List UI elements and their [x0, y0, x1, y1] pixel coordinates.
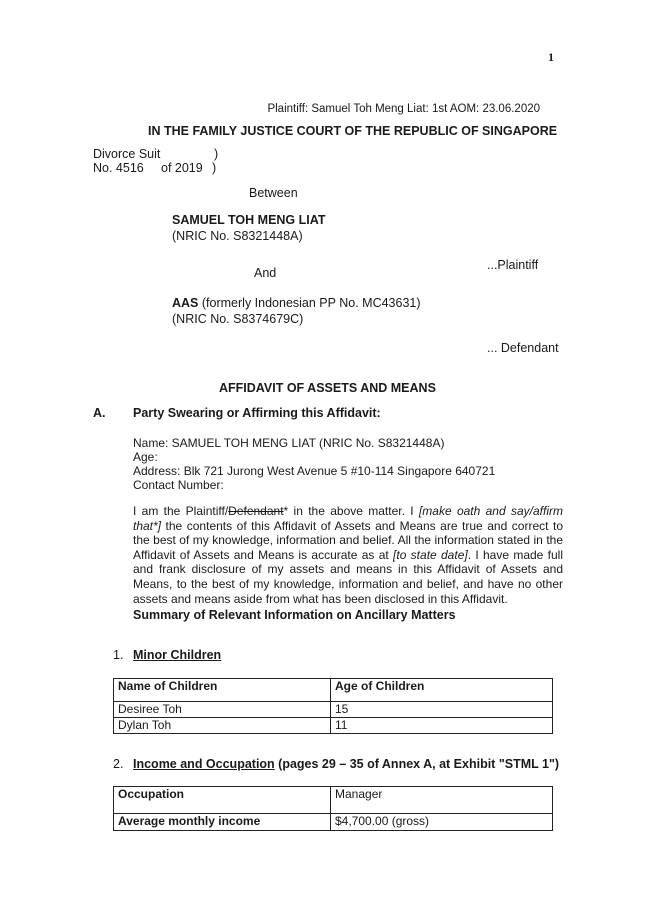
declaration-part-4: . I have made full and frank disclosure of my assets and means in this Affidavit of Assets and Means, to the best of my knowledge, information and belief, and have no other assets and means aside from what has been disclosed in this Affidavit.: [133, 547, 563, 606]
income-value: $4,700.00 (gross): [331, 814, 553, 831]
occupation-value: Manager: [331, 787, 553, 814]
section-a-letter: A.: [93, 406, 106, 420]
suit-bracket-1: ): [214, 147, 219, 161]
suit-number: No. 4516: [93, 161, 144, 175]
between-label: Between: [249, 186, 298, 200]
minor-children-heading: Minor Children: [133, 648, 222, 662]
table-row: [114, 702, 553, 718]
header-age-of-children: Age of Children: [331, 679, 553, 702]
declaration-strike: Defendant: [228, 504, 284, 518]
child-age: 15: [331, 702, 553, 718]
document-title: AFFIDAVIT OF ASSETS AND MEANS: [219, 381, 436, 395]
deponent-name: Name: SAMUEL TOH MENG LIAT (NRIC No. S8321448A): [133, 436, 445, 450]
suit-line-1: Divorce Suit: [93, 147, 161, 161]
defendant-line: [172, 296, 421, 310]
deponent-address: Address: Blk 721 Jurong West Avenue 5 #10-114 Singapore 640721: [133, 464, 496, 478]
plaintiff-nric: (NRIC No. S8321448A): [172, 229, 303, 243]
court-title: IN THE FAMILY JUSTICE COURT OF THE REPUBLIC OF SINGAPORE: [148, 124, 558, 138]
income-reference: (pages 29 – 35 of Annex A, at Exhibit "STML 1"): [274, 757, 560, 771]
income-heading: Income and Occupation: [133, 757, 275, 771]
defendant-role: ... Defendant: [487, 341, 559, 355]
declaration-part-2: * in the above matter. I: [283, 504, 419, 518]
table-header-row: [114, 679, 553, 702]
suit-bracket-2: ): [212, 161, 217, 175]
income-label: Average monthly income: [114, 814, 331, 831]
table-row: [114, 787, 553, 814]
defendant-name: AAS: [172, 296, 199, 310]
plaintiff-role: ...Plaintiff: [487, 258, 539, 272]
income-heading-line: [133, 757, 559, 771]
income-table: [113, 786, 553, 831]
declaration-italic-1: [make oath and say/affirm that*]: [133, 504, 563, 533]
declaration-part-3: the contents of this Affidavit of Assets and Means are true and correct to the best of my knowledge, information and belief. All the information stated in the Affidavit of Assets and Means is accurate as at: [133, 518, 563, 562]
deponent-age: Age:: [133, 450, 158, 464]
declaration-italic-2: [to state date]: [393, 547, 468, 562]
declaration-part-1: I am the Plaintiff/: [133, 504, 229, 518]
child-name: Desiree Toh: [114, 702, 331, 718]
defendant-former-id: (formerly Indonesian PP No. MC43631): [201, 296, 421, 310]
header-name-of-children: Name of Children: [114, 679, 331, 702]
child-age: 11: [331, 718, 553, 734]
section-a-heading: Party Swearing or Affirming this Affidavit:: [133, 406, 381, 420]
table-row: [114, 814, 553, 831]
summary-heading: Summary of Relevant Information on Ancillary Matters: [133, 608, 456, 622]
table-row: [114, 718, 553, 734]
income-number: 2.: [113, 757, 124, 771]
page-number: 1: [548, 50, 554, 64]
plaintiff-name: SAMUEL TOH MENG LIAT: [172, 213, 326, 227]
and-label: And: [254, 266, 277, 280]
deponent-contact: Contact Number:: [133, 478, 224, 492]
minor-children-number: 1.: [113, 648, 124, 662]
defendant-nric: (NRIC No. S8374679C): [172, 312, 304, 326]
header-reference: Plaintiff: Samuel Toh Meng Liat: 1st AOM: 23.06.2020: [267, 103, 540, 115]
child-name: Dylan Toh: [114, 718, 331, 734]
occupation-label: Occupation: [114, 787, 331, 814]
minor-children-table: [113, 678, 553, 734]
declaration-paragraph: [133, 504, 563, 606]
suit-year: of 2019: [161, 161, 203, 175]
